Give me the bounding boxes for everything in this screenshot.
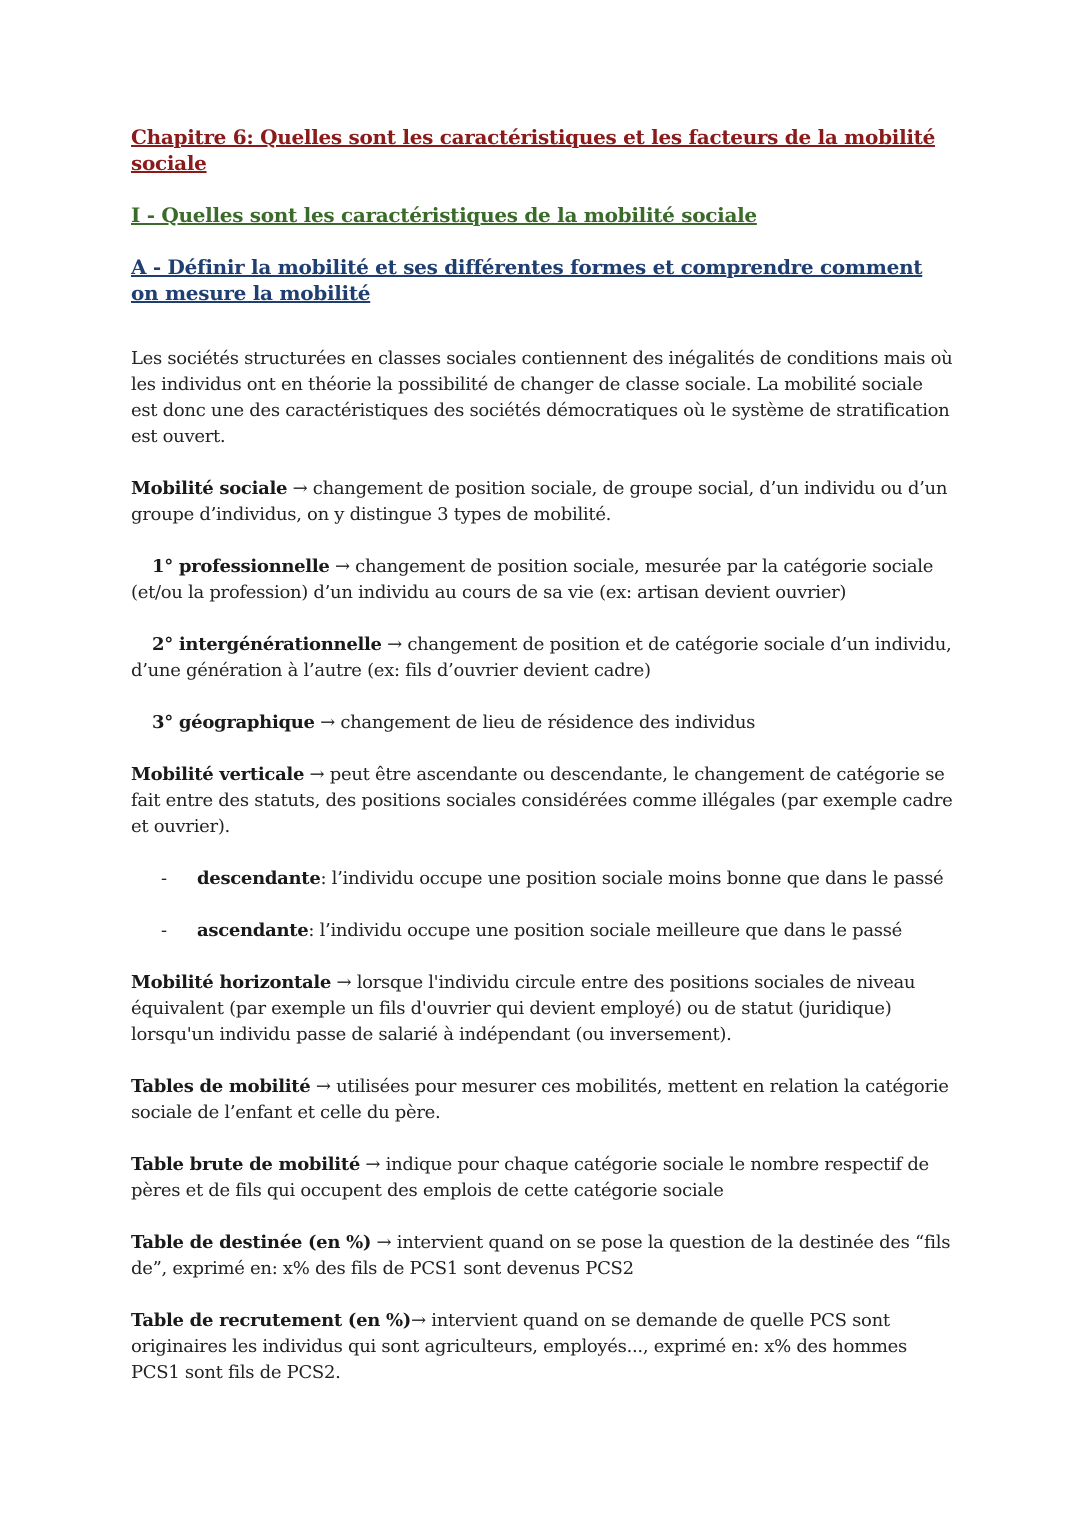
term: descendante [197, 868, 321, 889]
document-page [131, 124, 953, 1386]
chapter-title: Chapitre 6: Quelles sont les caractéristiques et les facteurs de la mobilité sociale [131, 125, 936, 175]
term: ascendante [197, 920, 309, 941]
definition: → lorsque l'individu circule entre des positions sociales de niveau équivalent (par exemple un fils d'ouvrier qui devient employé) ou de statut (juridique) lorsqu'un individu passe de salarié à indépendant (ou inversement). [131, 972, 916, 1045]
definition-intergenerationnelle [131, 632, 953, 684]
definition: → changement de lieu de résidence des individus [314, 712, 756, 733]
definition-mobilite-verticale [131, 762, 953, 840]
definition: : l’individu occupe une position sociale meilleure que dans le passé [308, 920, 903, 941]
section-a-title: A - Définir la mobilité et ses différentes formes et comprendre comment on mesure la mobilité [131, 255, 923, 305]
definition: → utilisées pour mesurer ces mobilités, mettent en relation la catégorie sociale de l’enfant et celle du père. [131, 1076, 949, 1123]
definition-professionnelle [131, 554, 953, 606]
term: 2° intergénérationnelle [152, 634, 382, 655]
definition: → intervient quand on se demande de quelle PCS sont originaires les individus qui sont agriculteurs, employés..., exprimé en: x% des hommes PCS1 sont fils de PCS2. [131, 1310, 907, 1383]
bullet-dash: - [161, 868, 167, 889]
bullet-dash: - [161, 920, 167, 941]
definition: → changement de position sociale, de groupe social, d’un individu ou d’un groupe d’individus, on y distingue 3 types de mobilité. [131, 478, 948, 525]
definition-tables-mobilite [131, 1074, 953, 1126]
list-item-ascendante [131, 918, 953, 944]
term: Mobilité verticale [131, 764, 305, 785]
term: Mobilité sociale [131, 478, 288, 499]
term: 3° géographique [152, 712, 315, 733]
definition: → peut être ascendante ou descendante, le changement de catégorie se fait entre des statuts, des positions sociales considérées comme illégales (par exemple cadre et ouvrier). [131, 764, 953, 837]
definition: → intervient quand on se pose la question de la destinée des “fils de”, exprimé en: x% des fils de PCS1 sont devenus PCS2 [131, 1232, 951, 1279]
definition-geographique [131, 710, 953, 736]
term: Table brute de mobilité [131, 1154, 360, 1175]
list-item-descendante [131, 866, 953, 892]
definition-table-brute [131, 1152, 953, 1204]
term: 1° professionnelle [152, 556, 330, 577]
intro-paragraph: Les sociétés structurées en classes sociales contiennent des inégalités de conditions mais où les individus ont en théorie la possibilité de changer de classe sociale. La mobilité sociale est donc une des caractéristiques des sociétés démocratiques où le système de stratification est ouvert. [131, 348, 953, 447]
definition-mobilite-horizontale [131, 970, 953, 1048]
definition: : l’individu occupe une position sociale moins bonne que dans le passé [320, 868, 944, 889]
section-i-title: I - Quelles sont les caractéristiques de la mobilité sociale [131, 203, 757, 227]
definition: → changement de position et de catégorie sociale d’un individu, d’une génération à l’autre (ex: fils d’ouvrier devient cadre) [131, 634, 952, 681]
definition: → indique pour chaque catégorie sociale le nombre respectif de pères et de fils qui occupent des emplois de cette catégorie sociale [131, 1154, 929, 1201]
definition: → changement de position sociale, mesurée par la catégorie sociale (et/ou la profession) d’un individu au cours de sa vie (ex: artisan devient ouvrier) [131, 556, 934, 603]
term: Mobilité horizontale [131, 972, 332, 993]
term: Table de recrutement (en %) [131, 1310, 412, 1331]
definition-table-recrutement [131, 1308, 953, 1386]
term: Tables de mobilité [131, 1076, 311, 1097]
definition-table-destinee [131, 1230, 953, 1282]
term: Table de destinée (en %) [131, 1232, 372, 1253]
definition-mobilite-sociale [131, 476, 953, 528]
